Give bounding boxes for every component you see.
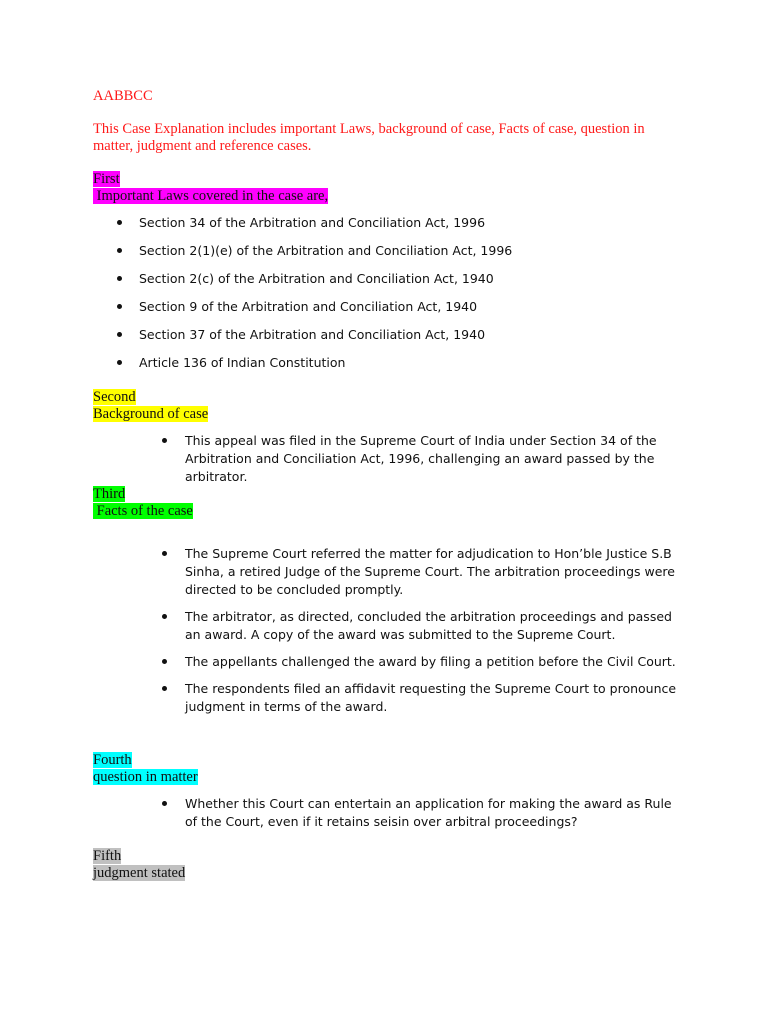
bullet-icon [117,360,122,365]
bullet-icon [117,304,122,309]
section-second-heading: Background of case [93,406,209,422]
section-first-header [93,171,328,205]
list-item [185,545,680,599]
bullet-icon [117,220,122,225]
document-title: AABBCC [93,88,153,104]
facts-list [185,545,680,725]
bullet-icon [162,686,167,691]
list-item-text: Article 136 of Indian Constitution [139,355,346,370]
section-first-label: First [93,171,120,187]
bullet-icon [162,614,167,619]
background-list [185,432,675,486]
list-item [139,242,699,270]
list-item-text: The arbitrator, as directed, concluded the arbitration proceedings and passed an award. A copy of the award was submitted to the Supreme Court. [185,609,672,642]
list-item-text: Section 37 of the Arbitration and Conciliation Act, 1940 [139,327,486,342]
section-fifth-heading: judgment stated [93,865,186,881]
bullet-icon [117,332,122,337]
list-item-text: This appeal was filed in the Supreme Court of India under Section 34 of the Arbitration and Conciliation Act, 1996, challenging an award passed by the arbitrator. [185,433,657,484]
section-fourth-header [93,752,198,786]
bullet-icon [117,276,122,281]
list-item [185,432,675,486]
laws-list [139,214,699,382]
section-fifth-label: Fifth [93,848,122,864]
list-item-text: The appellants challenged the award by filing a petition before the Civil Court. [185,654,676,669]
section-first-heading: Important Laws covered in the case are, [93,188,329,204]
section-fifth-header [93,848,185,882]
bullet-icon [117,248,122,253]
section-third-label: Third [93,486,126,502]
list-item [139,326,699,354]
section-fourth-label: Fourth [93,752,132,768]
list-item-text: Section 2(c) of the Arbitration and Conciliation Act, 1940 [139,271,494,286]
list-item-text: Section 34 of the Arbitration and Conciliation Act, 1996 [139,215,486,230]
section-third-header [93,486,193,520]
bullet-icon [162,801,167,806]
section-second-header [93,389,208,423]
list-item [139,298,699,326]
list-item [185,608,680,644]
bullet-icon [162,551,167,556]
list-item-text: Section 9 of the Arbitration and Conciliation Act, 1940 [139,299,478,314]
list-item [139,270,699,298]
question-list [185,795,680,831]
list-item-text: Whether this Court can entertain an application for making the award as Rule of the Court, even if it retains seisin over arbitral proceedings? [185,796,672,829]
list-item [139,354,699,382]
list-item-text: The Supreme Court referred the matter for adjudication to Hon’ble Justice S.B Sinha, a retired Judge of the Supreme Court. The arbitration proceedings were directed to be concluded promptly. [185,546,675,597]
section-third-heading: Facts of the case [93,503,193,519]
list-item [139,214,699,242]
bullet-icon [162,659,167,664]
list-item [185,653,680,671]
bullet-icon [162,438,167,443]
section-second-label: Second [93,389,136,405]
list-item-text: The respondents filed an affidavit requesting the Supreme Court to pronounce judgment in terms of the award. [185,681,677,714]
list-item-text: Section 2(1)(e) of the Arbitration and Conciliation Act, 1996 [139,243,513,258]
section-fourth-heading: question in matter [93,769,198,785]
list-item [185,795,680,831]
list-item [185,680,680,716]
document-intro: This Case Explanation includes important Laws, background of case, Facts of case, question in matter, judgment and reference cases. [93,121,645,154]
